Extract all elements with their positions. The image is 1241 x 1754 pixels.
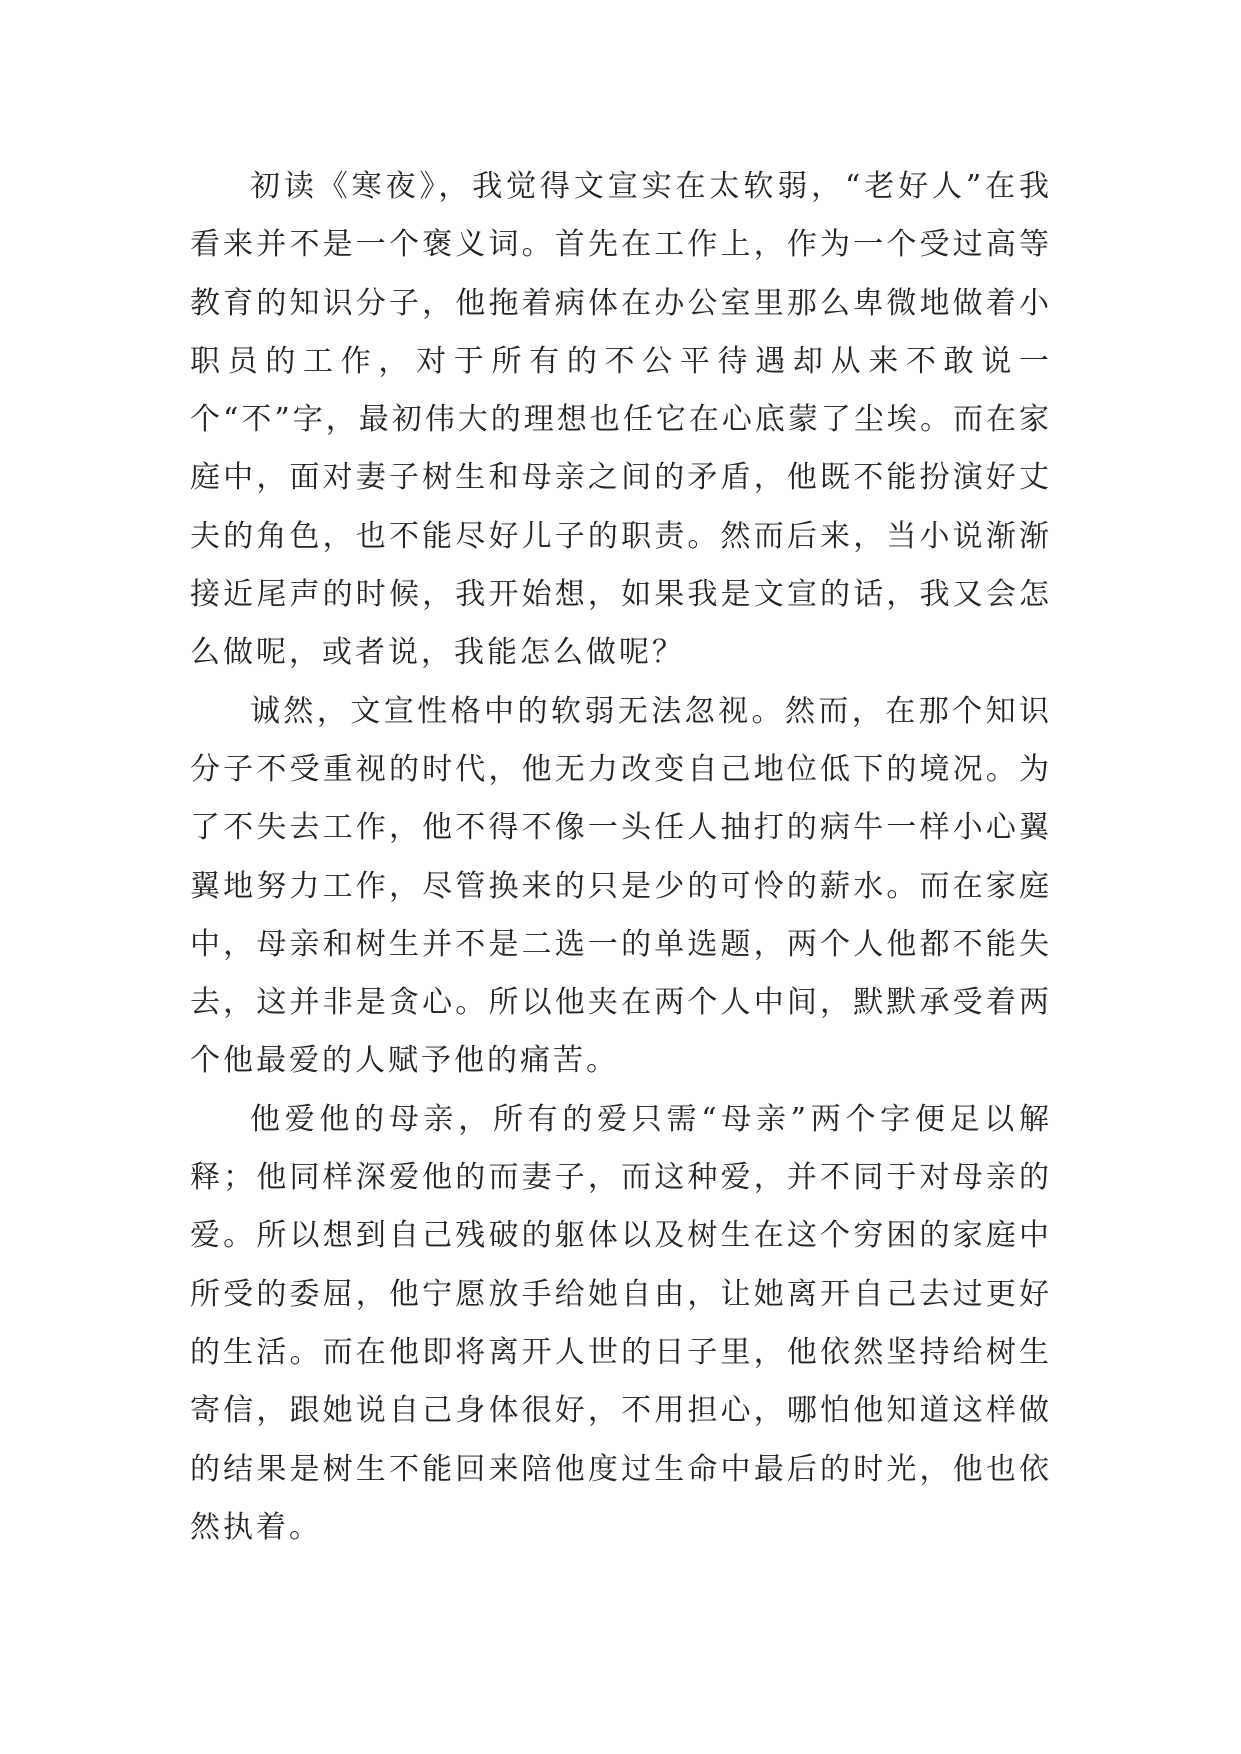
paragraph-3: 他爱他的母亲，所有的爱只需“母亲”两个字便足以解释；他同样深爱他的而妻子，而这种爱，并不同于对母亲的爱。所以想到自己残破的躯体以及树生在这个穷困的家庭中所受的委屈，他宁愿放手给她自由，让她离开自己去过更好的生活。而在他即将离开人世的日子里，他依然坚持给树生寄信，跟她说自己身体很好，不用担心，哪怕他知道这样做的结果是树生不能回来陪他度过生命中最后的时光，他也依然执着。 (190, 1101, 1052, 1545)
paragraph-2: 诚然，文宣性格中的软弱无法忽视。然而，在那个知识分子不受重视的时代，他无力改变自己地位低下的境况。为了不失去工作，他不得不像一头任人抽打的病牛一样小心翼翼地努力工作，尽管换来的只是少的可怜的薪水。而在家庭中，母亲和树生并不是二选一的单选题，两个人他都不能失去，这并非是贪心。所以他夹在两个人中间，默默承受着两个他最爱的人赋予他的痛苦。 (190, 693, 1052, 1079)
paragraph-1: 初读《寒夜》，我觉得文宣实在太软弱，“老好人”在我看来并不是一个褒义词。首先在工作上，作为一个受过高等教育的知识分子，他拖着病体在办公室里那么卑微地做着小职员的工作，对于所有的不公平待遇却从来不敢说一个“不”字，最初伟大的理想也任它在心底蒙了尘埃。而在家庭中，面对妻子树生和母亲之间的矛盾，他既不能扮演好丈夫的角色，也不能尽好儿子的职责。然而后来，当小说渐渐接近尾声的时候，我开始想，如果我是文宣的话，我又会怎么做呢，或者说，我能怎么做呢？ (190, 169, 1052, 671)
document-body (190, 158, 1052, 1557)
